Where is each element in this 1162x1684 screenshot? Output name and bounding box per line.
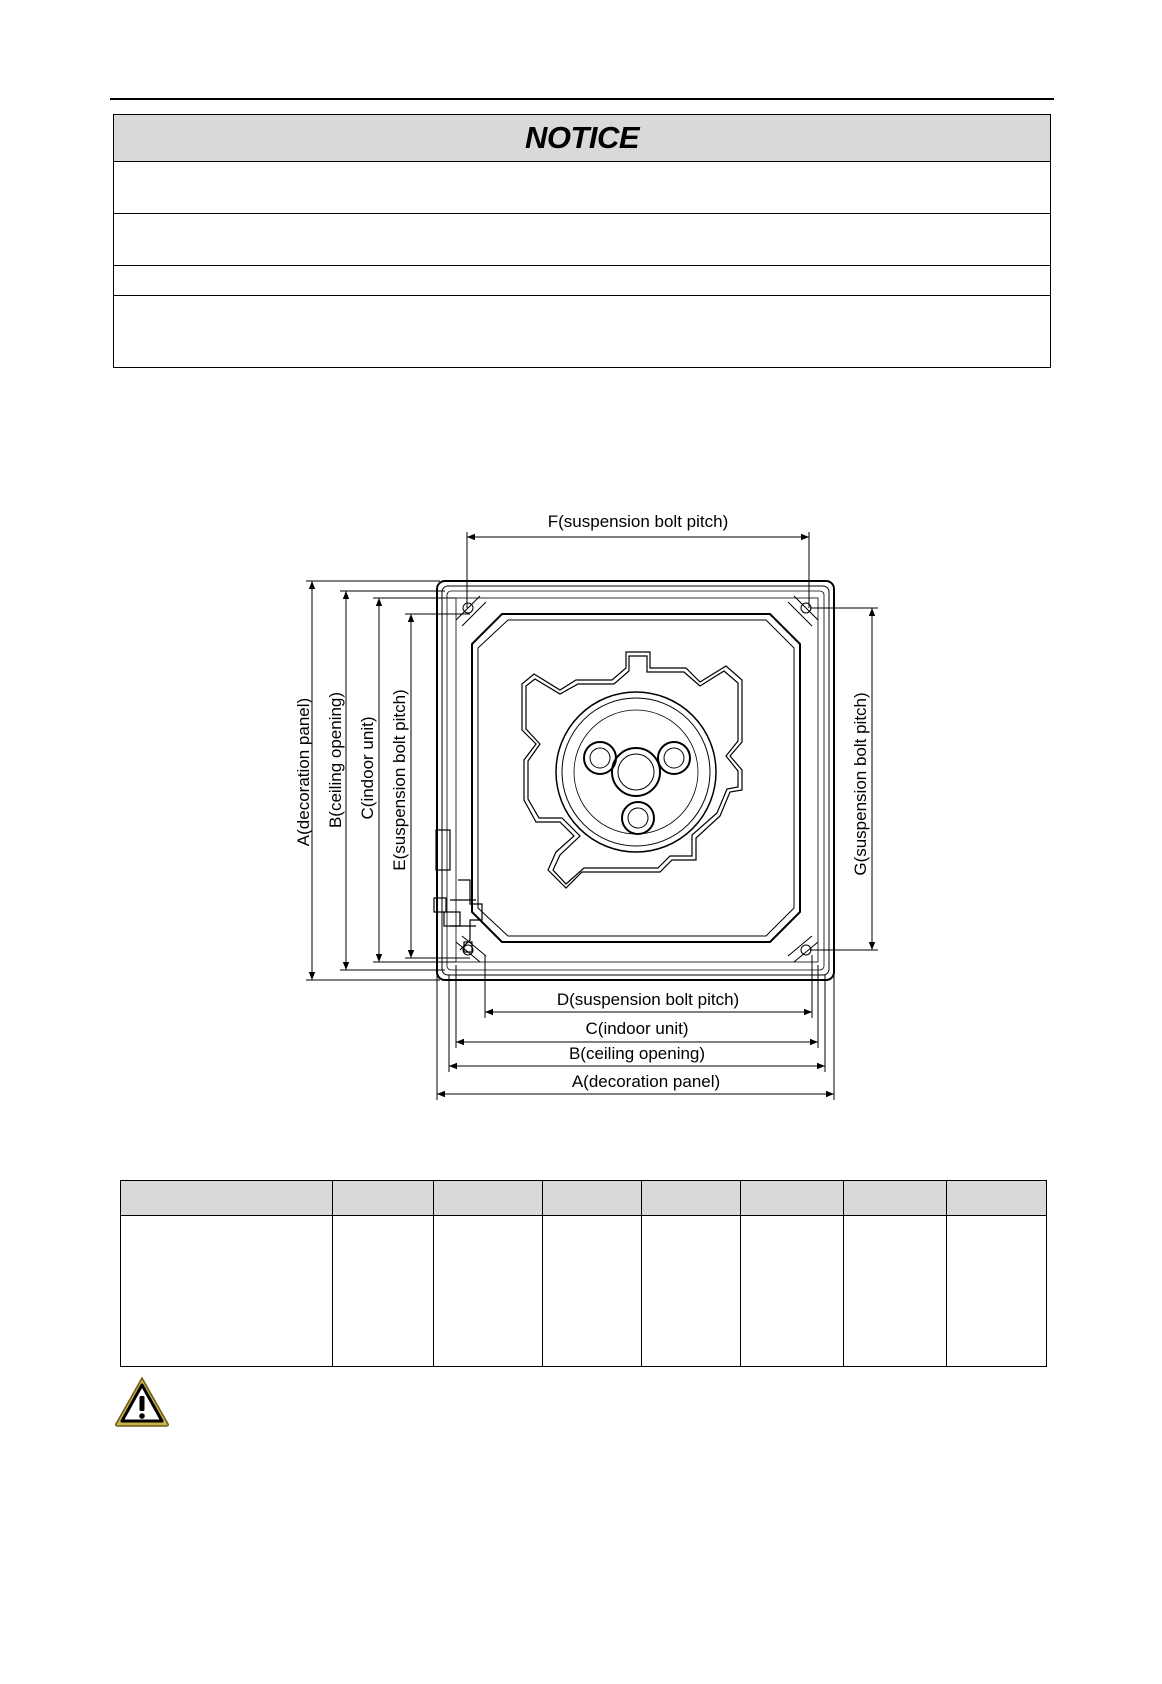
label-a-bottom: A(decoration panel)	[571, 1072, 721, 1091]
label-b-bottom: B(ceiling opening)	[568, 1044, 706, 1063]
table-cell	[434, 1216, 543, 1367]
table-cell	[947, 1216, 1047, 1367]
table-cell	[121, 1216, 333, 1367]
notice-title: NOTICE	[114, 115, 1050, 162]
table-cell	[333, 1216, 434, 1367]
table-header-cell	[543, 1181, 642, 1216]
dimension-table	[120, 1180, 1047, 1367]
table-header-cell	[642, 1181, 741, 1216]
table-header-cell	[434, 1181, 543, 1216]
label-c-left: C(indoor unit)	[358, 716, 377, 820]
inner-frame	[472, 614, 800, 942]
panel-corners	[456, 596, 818, 962]
table-cell	[642, 1216, 741, 1367]
table-header-cell	[121, 1181, 333, 1216]
label-b-left: B(ceiling opening)	[326, 691, 345, 829]
label-a-left: A(decoration panel)	[294, 697, 313, 847]
table-row	[121, 1216, 1047, 1367]
warning-triangle-icon	[114, 1376, 170, 1428]
fan-housing	[556, 692, 716, 852]
label-d: D(suspension bolt pitch)	[556, 990, 740, 1009]
label-e-left: E(suspension bolt pitch)	[390, 689, 409, 871]
dimension-f	[467, 532, 809, 608]
table-header-cell	[333, 1181, 434, 1216]
label-c-bottom: C(indoor unit)	[585, 1019, 689, 1038]
table-header-row	[121, 1181, 1047, 1216]
label-g-right: G(suspension bolt pitch)	[851, 692, 870, 876]
table-header-cell	[844, 1181, 947, 1216]
label-f: F(suspension bolt pitch)	[547, 512, 729, 531]
table-header-cell	[947, 1181, 1047, 1216]
table-header-cell	[741, 1181, 844, 1216]
table-cell	[741, 1216, 844, 1367]
refrigerant-piping	[434, 830, 482, 952]
decoration-panel-outline	[437, 581, 834, 980]
table-cell	[543, 1216, 642, 1367]
table-cell	[844, 1216, 947, 1367]
